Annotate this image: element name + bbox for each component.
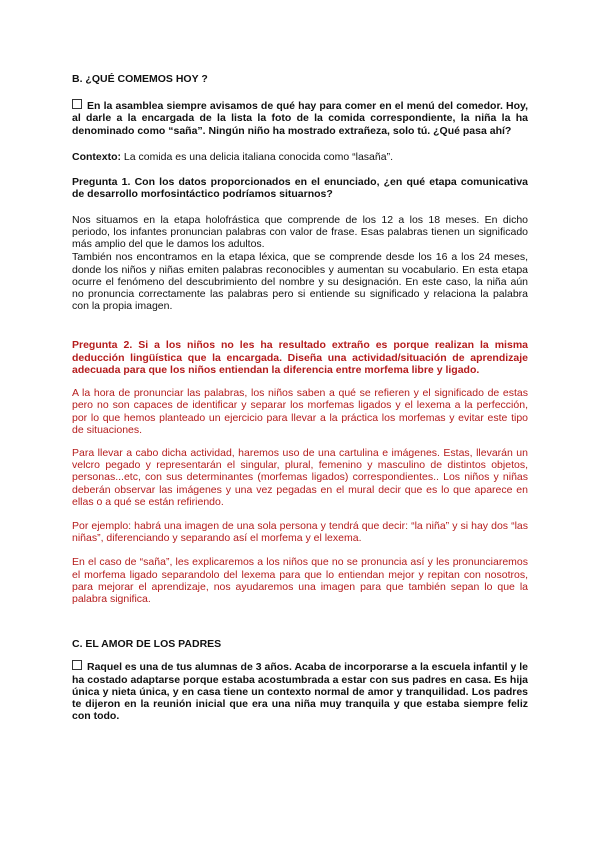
section-b-heading: B. ¿QUÉ COMEMOS HOY ?	[72, 73, 208, 85]
section-b-statement	[72, 99, 528, 137]
answer-2-paragraph-4: En el caso de “saña”, les explicaremos a los niños que no se pronuncia así y les pronunciaremos el morfema ligado separandolo del lexema para que lo entiendan mejor y repitan con nosotros, para mejorar el aprendizaje, nos ayudaremos una imagen para que también sepan lo que la palabra significa.	[72, 556, 528, 606]
section-b-context	[72, 151, 528, 163]
section-c-statement-text: Raquel es una de tus alumnas de 3 años. Acaba de incorporarse a la escuela infantil y le ha costado adaptarse porque estaba acostumbrada a estar con sus padres en casa. Es hija única y nieta única, y en casa tiene un contexto normal de amor y tranquilidad. Los padres te dijeron en la reunión inicial que era una niña muy tranquila y que estaba siempre feliz con todo.	[72, 661, 528, 723]
checkbox-icon	[72, 99, 82, 109]
answer-1-paragraph-1: Nos situamos en la etapa holofrástica que comprende de los 12 a los 18 meses. En dicho periodo, los infantes pronuncian palabras con valor de frase. Esas palabras tienen un significado más amplio del que le damos los adultos.	[72, 213, 528, 251]
context-text: La comida es una delicia italiana conocida como “lasaña”.	[121, 150, 393, 163]
context-label: Contexto:	[72, 150, 121, 163]
answer-1-paragraph-2: También nos encontramos en la etapa léxica, que se comprende desde los 16 a los 24 meses, donde los niños y niñas emiten palabras reconocibles y aumentan su vocabulario. En esta etapa ocurre el fenómeno del descubrimiento del nombre y su designación. En este caso, la niña aún no pronuncia correctamente las palabras pero si entiende su significado y relaciona la palabra con la propia imagen.	[72, 251, 528, 313]
section-c-statement	[72, 660, 528, 722]
answer-2-paragraph-3: Por ejemplo: habrá una imagen de una sola persona y tendrá que decir: “la niña” y si hay dos “las niñas”, diferenciando y separando así el morfema y el lexema.	[72, 520, 528, 545]
question-2: Pregunta 2. Si a los niños no les ha resultado extraño es porque realizan la misma deducción lingüística que la encargada. Diseña una actividad/situación de aprendizaje adecuada para que los niños entiendan la diferencia entre morfema libre y ligado.	[72, 339, 528, 376]
section-b-statement-text: En la asamblea siempre avisamos de qué hay para comer en el menú del comedor. Hoy, al darle a la encargada de la lista la foto de la comida correspondiente, la niña la ha denominado como “saña”. Ningún niño ha mostrado extrañeza, solo tú. ¿Qué pasa ahí?	[72, 100, 528, 137]
document-page	[72, 64, 528, 723]
answer-2-paragraph-1: A la hora de pronunciar las palabras, los niños saben a qué se refieren y el significado de estas pero no son capaces de identificar y separar los morfemas ligados y el lexema a la perfección, por lo que hemos planteado un ejercicio para llevar a la práctica los morfemas y evitar este tipo de situaciones.	[72, 387, 528, 436]
section-c-heading: C. EL AMOR DE LOS PADRES	[72, 638, 222, 651]
question-1: Pregunta 1. Con los datos proporcionados en el enunciado, ¿en qué etapa comunicativa de desarrollo morfosintáctico podríamos situarnos?	[72, 176, 528, 201]
answer-2-paragraph-2: Para llevar a cabo dicha actividad, haremos uso de una cartulina e imágenes. Estas, llevarán un velcro pegado y representarán el singular, plural, femenino y masculino de distintos objetos, personas...etc, con sus determinantes (morfemas ligados) correspondientes.. Los niños y niñas deberán observar las imágenes y una vez pegadas en el mural decir que es lo que aparece en ellas o a qué se están refiriendo.	[72, 447, 528, 508]
checkbox-icon	[72, 660, 82, 670]
